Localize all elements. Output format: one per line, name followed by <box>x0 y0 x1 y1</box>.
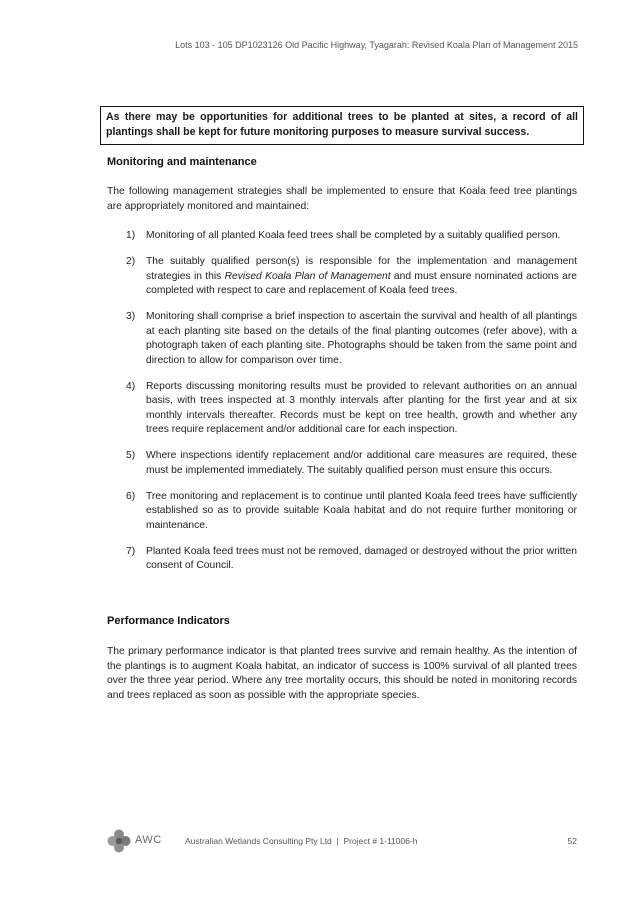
item-text: Monitoring shall comprise a brief inspection to ascertain the survival and health of all plantings at each planting site based on the details of the final planting outcomes (refer above), with a photograph taken of each planting site. Photographs should be taken from the same point and direction to allow for comparison over time. <box>146 311 577 366</box>
footer-project-info <box>185 836 418 846</box>
page-header: Lots 103 - 105 DP1023126 Old Pacific Highway, Tyagarah: Revised Koala Plan of Management 2015 <box>175 40 578 50</box>
item-text: Planted Koala feed trees must not be removed, damaged or destroyed without the prior written consent of Council. <box>146 545 577 571</box>
list-item <box>126 380 577 438</box>
company-name: Australian Wetlands Consulting Pty Ltd <box>185 836 332 846</box>
plan-title: Revised Koala Plan of Management <box>224 270 391 282</box>
item-number: 6) <box>126 490 136 502</box>
list-item <box>126 449 577 478</box>
list-item <box>126 229 577 244</box>
list-item <box>126 310 577 368</box>
page-number: 52 <box>567 836 577 846</box>
item-number: 4) <box>126 380 136 392</box>
monitoring-heading: Monitoring and maintenance <box>107 156 257 168</box>
page-footer <box>107 828 577 858</box>
awc-logo-icon <box>107 829 131 853</box>
item-text: Where inspections identify replacement and/or additional care measures are required, these must be implemented immediately. The suitably qualified person must ensure this occurs. <box>146 450 577 476</box>
list-item <box>126 490 577 534</box>
item-text: Monitoring of all planted Koala feed trees shall be completed by a suitably qualified person. <box>146 230 561 241</box>
item-text: The suitably qualified person(s) is responsible for the implementation and management strategies in this Revised Koala Plan of Management and must ensure nominated actions are completed with respect to care and replacement of Koala feed trees. <box>146 256 577 296</box>
logo-text: AWC <box>135 834 162 846</box>
monitoring-list <box>126 229 577 585</box>
performance-heading: Performance Indicators <box>107 615 230 627</box>
item-text: Tree monitoring and replacement is to continue until planted Koala feed trees have sufficiently established so as to provide suitable Koala habitat and do not require further monitoring or maintenance. <box>146 490 577 531</box>
project-number: Project # 1-11006-h <box>343 836 418 846</box>
list-item <box>126 545 577 574</box>
monitoring-intro: The following management strategies shall be implemented to ensure that Koala feed tree plantings are appropriately monitored and maintained: <box>107 186 577 212</box>
item-number: 2) <box>126 256 136 267</box>
item-text: Reports discussing monitoring results must be provided to relevant authorities on an annual basis, with trees inspected at 3 monthly intervals after planting for the first year and at six monthly intervals thereafter. Records must be kept on tree health, growth and whether any trees require replacement and/or additional care for each inspection. <box>146 380 577 435</box>
item-number: 3) <box>126 311 136 322</box>
item-number: 7) <box>126 545 136 557</box>
item-number: 5) <box>126 450 136 461</box>
footer-separator: | <box>336 836 339 846</box>
item-number: 1) <box>126 230 136 241</box>
notice-box: As there may be opportunities for additional trees to be planted at sites, a record of all plantings shall be kept for future monitoring purposes to measure survival success. <box>100 106 584 145</box>
list-item <box>126 255 577 299</box>
performance-text: The primary performance indicator is that planted trees survive and remain healthy. As the intention of the plantings is to augment Koala habitat, an indicator of success is 100% survival of all planted trees over the three year period. Where any tree mortality occurs, this should be noted in monitoring records and trees replaced as soon as possible with the appropriate species. <box>107 646 577 701</box>
